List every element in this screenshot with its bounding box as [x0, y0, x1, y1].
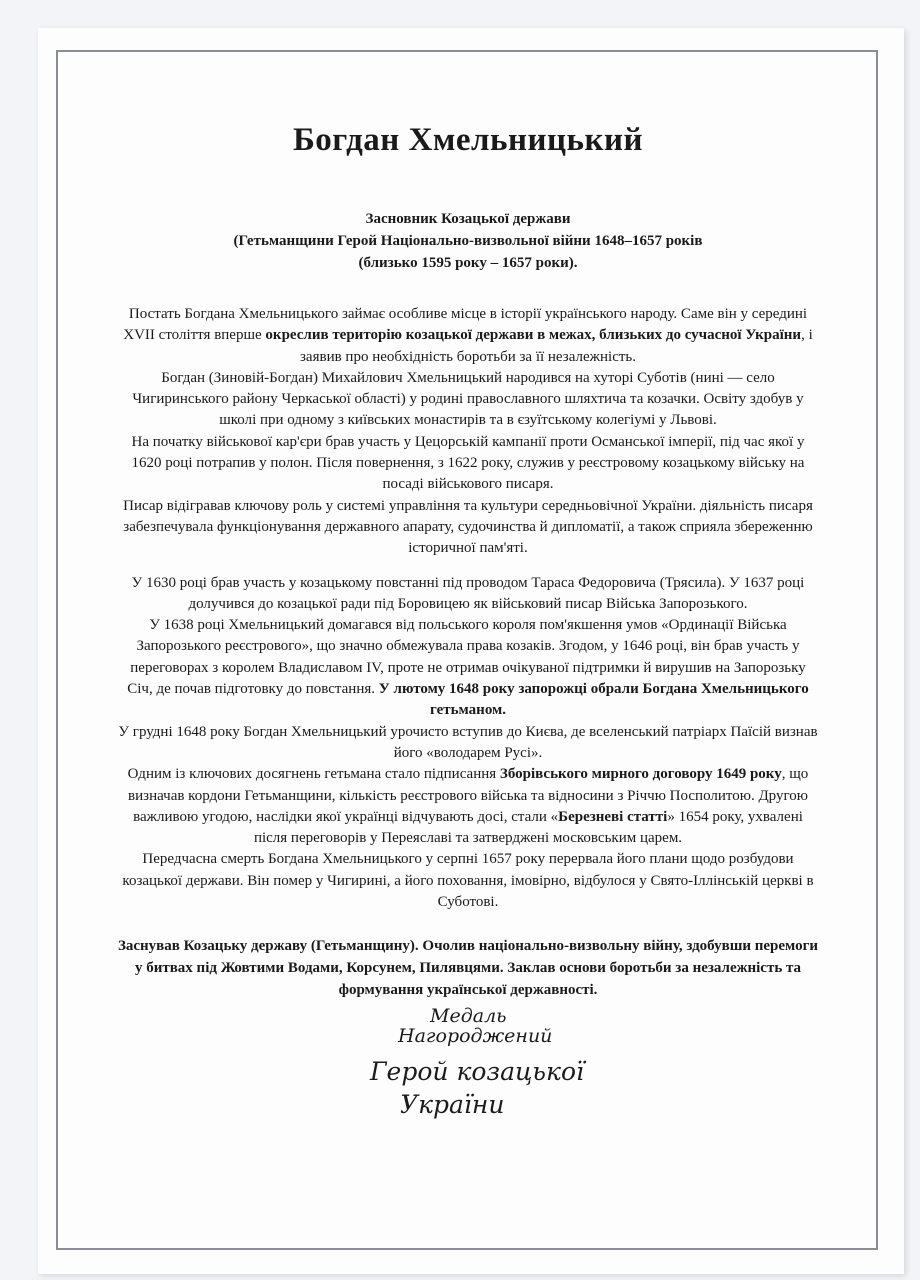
paragraph-spacer — [116, 560, 820, 573]
logo-line-1: Медаль — [430, 1005, 507, 1027]
text-run: Богдан (Зиновій-Богдан) Михайлович Хмельницький народився на хуторі Суботів (нині — село Чигиринського району Черкаської області) у родині православного шляхтича та козачки. Освіту здобув у школі при одному з київських монастирів та в єзуїтському колегіумі у Львові. — [132, 369, 804, 429]
bold-text: Зборівського мирного договору 1649 року — [499, 766, 782, 783]
medal-logo — [360, 1005, 585, 1140]
document-title: Богдан Хмельницький — [292, 122, 644, 158]
subtitle-line-3: (близько 1595 року – 1657 роки). — [358, 255, 578, 271]
logo-line-4: України — [400, 1090, 505, 1119]
logo-line-2: Нагороджений — [398, 1025, 553, 1047]
paragraph — [116, 849, 820, 913]
paragraph — [116, 615, 820, 721]
text-run: У грудні 1648 року Богдан Хмельницький урочисто вступив до Києва, де вселенський патріарх Паїсій визнав його «володарем Русі». — [118, 723, 818, 761]
text-run: , і заявив про необхідність боротьби за її незалежність. — [300, 327, 813, 365]
text-run: Писар відігравав ключову роль у системі управління та культури середньовічної України. діяльність писаря забезпечувала функціонування державного апарату, судочинства й дипломатії, а також сприяла збереженню історичної пам'яті. — [123, 497, 813, 557]
paragraph — [116, 573, 820, 616]
bold-text: окреслив територію козацької держави в межах, близьких до сучасної України — [265, 327, 802, 344]
logo-line-3: Герой козацької — [370, 1057, 585, 1086]
bold-text: Березневі статті — [558, 808, 668, 825]
paragraph — [116, 432, 820, 496]
document-content — [116, 120, 820, 1001]
paragraph — [116, 496, 820, 560]
text-run: Постать Богдана Хмельницького займає особливе місце в історії українського народу. Саме він у середині XVII століття вперше — [123, 306, 808, 344]
text-run: , що визначав кордони Гетьманщини, кількість реєстрового війська та відносини з Річчю Посполитою. Другою важливою угодою, наслідки якої українці відчувають досі, стали « — [128, 766, 809, 825]
subtitle-line-2: (Гетьманщини Герой Національно-визвольної війни 1648–1657 років — [233, 233, 703, 249]
text-run: Передчасна смерть Богдана Хмельницького у серпні 1657 року перервала його плани щодо розбудови козацької держави. Він помер у Чигирині, а його поховання, імовірно, відбулося у Свято-Іллінській церкві в Суботові. — [122, 851, 814, 911]
subtitle-line-1: Засновник Козацької держави — [365, 211, 571, 227]
paragraph — [116, 368, 820, 432]
text-run: У 1630 році брав участь у козацькому повстанні під проводом Тараса Федоровича (Трясила). У 1637 році долучився до козацької ради під Боровицею як військовий писар Війська Запорозького. — [131, 574, 805, 612]
paragraph — [116, 764, 820, 849]
document-body — [116, 304, 820, 913]
summary-statement: Заснував Козацьку державу (Гетьманщину). Очолив національно-визвольну війну, здобувши перемоги у битвах під Жовтими Водами, Корсунем, Пилявцями. Заклав основи боротьби за незалежність та формування української державності. — [117, 938, 819, 999]
bold-text: У лютому 1648 року запорожці обрали Богдана Хмельницького гетьманом. — [378, 681, 809, 719]
text-run: » 1654 року, ухвалені після переговорів у Переяславі та затверджені московським царем. — [253, 808, 803, 847]
text-run: На початку військової кар'єри брав участь у Цецорській кампанії проти Османської імперії, під час якої у 1620 році потрапив у полон. Після повернення, з 1622 року, служив у реєстровому козацькому війську на посаді військового писаря. — [131, 433, 805, 493]
text-run: Одним із ключових досягнень гетьмана стало підписання — [127, 766, 500, 783]
paragraph — [116, 304, 820, 368]
paragraph — [116, 722, 820, 765]
document-subtitle — [116, 208, 820, 274]
text-run: У 1638 році Хмельницький домагався від польського короля пом'якшення умов «Ординації Війська Запорозького реєстрового», що значно обмежувала права козаків. Згодом, у 1646 році, він брав участь у переговорах з королем Владиславом IV, проте не отримав очікуваної підтримки й вирушив на Запорозьку Січ, де почав підготовку до повстання. — [127, 617, 806, 698]
